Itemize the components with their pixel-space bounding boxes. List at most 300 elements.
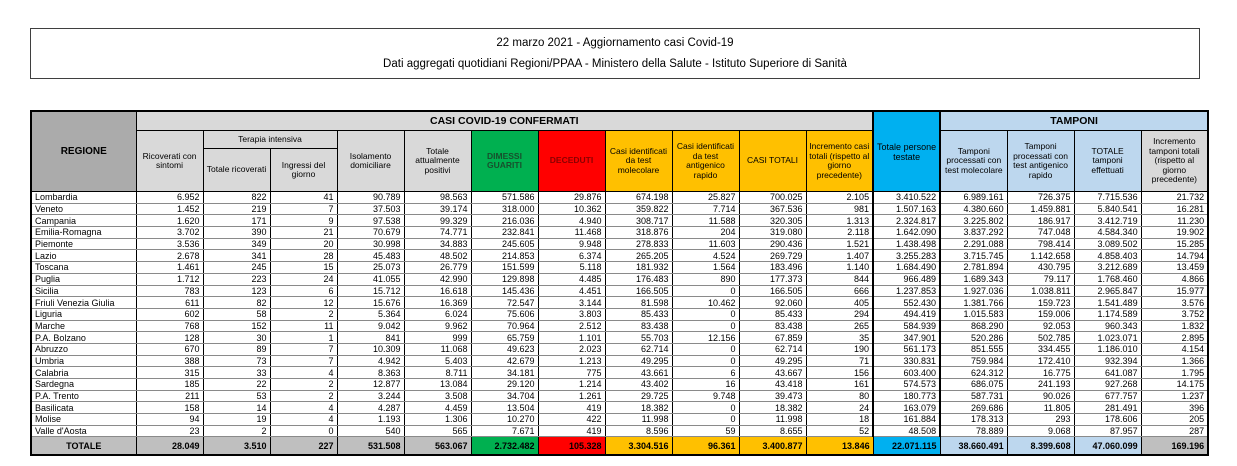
- value-cell: 2: [203, 425, 270, 437]
- value-cell: 4.866: [1141, 273, 1208, 285]
- value-cell: 85.433: [605, 308, 672, 320]
- value-cell: 11.805: [1007, 402, 1074, 414]
- value-cell: 2.105: [806, 192, 873, 204]
- value-cell: 8.655: [739, 425, 806, 437]
- value-cell: 3.212.689: [1074, 262, 1141, 274]
- value-cell: 83.438: [605, 320, 672, 332]
- header-casi-test-antigenico: Casi identificati da test antigenico rapido: [672, 131, 739, 192]
- value-cell: 14: [203, 402, 270, 414]
- value-cell: 30.998: [337, 238, 404, 250]
- value-cell: 396: [1141, 402, 1208, 414]
- value-cell: 419: [538, 425, 605, 437]
- value-cell: 747.048: [1007, 227, 1074, 239]
- value-cell: 180.773: [873, 390, 940, 402]
- header-incremento-casi: Incremento casi totali (rispetto al giorno precedente): [806, 131, 873, 192]
- region-row: [31, 379, 1208, 391]
- region-name-cell: P.A. Trento: [31, 390, 136, 402]
- value-cell: 1.140: [806, 262, 873, 274]
- value-cell: 1.186.010: [1074, 343, 1141, 355]
- value-cell: 161: [806, 379, 873, 391]
- value-cell: 318.000: [471, 203, 538, 215]
- value-cell: 70.679: [337, 227, 404, 239]
- totals-value-cell: 3.304.516: [605, 437, 672, 456]
- value-cell: 3.702: [136, 227, 203, 239]
- value-cell: 960.343: [1074, 320, 1141, 332]
- region-name-cell: Calabria: [31, 367, 136, 379]
- value-cell: 367.536: [739, 203, 806, 215]
- value-cell: 16.281: [1141, 203, 1208, 215]
- value-cell: 5.118: [538, 262, 605, 274]
- value-cell: 294: [806, 308, 873, 320]
- value-cell: 78.889: [940, 425, 1007, 437]
- value-cell: 5.364: [337, 308, 404, 320]
- value-cell: 10.309: [337, 343, 404, 355]
- value-cell: 65.759: [471, 332, 538, 344]
- value-cell: 4.858.403: [1074, 250, 1141, 262]
- value-cell: 41: [270, 192, 337, 204]
- region-name-cell: Toscana: [31, 262, 136, 274]
- value-cell: 6: [270, 285, 337, 297]
- value-cell: 10.270: [471, 414, 538, 426]
- value-cell: 666: [806, 285, 873, 297]
- value-cell: 540: [337, 425, 404, 437]
- value-cell: 1.459.881: [1007, 203, 1074, 215]
- value-cell: 159.723: [1007, 297, 1074, 309]
- totals-value-cell: 8.399.608: [1007, 437, 1074, 456]
- value-cell: 1.927.036: [940, 285, 1007, 297]
- header-tamponi-antigenico: Tamponi processati con test antigenico rapido: [1007, 131, 1074, 192]
- header-totale-tamponi: TOTALE tamponi effettuati: [1074, 131, 1141, 192]
- value-cell: 419: [538, 402, 605, 414]
- region-row: [31, 285, 1208, 297]
- report-date-title: 22 marzo 2021 - Aggiornamento casi Covid-19: [496, 37, 734, 50]
- header-incremento-tamponi: Incremento tamponi totali (rispetto al giorno precedente): [1141, 131, 1208, 192]
- value-cell: 183.496: [739, 262, 806, 274]
- header-tamponi-group: TAMPONI: [940, 111, 1208, 131]
- region-row: [31, 367, 1208, 379]
- value-cell: 0: [672, 320, 739, 332]
- value-cell: 686.075: [940, 379, 1007, 391]
- value-cell: 151.599: [471, 262, 538, 274]
- value-cell: 6.024: [404, 308, 471, 320]
- value-cell: 176.483: [605, 273, 672, 285]
- value-cell: 14.175: [1141, 379, 1208, 391]
- value-cell: 99.329: [404, 215, 471, 227]
- value-cell: 4: [270, 414, 337, 426]
- value-cell: 10.362: [538, 203, 605, 215]
- value-cell: 223: [203, 273, 270, 285]
- header-tamponi-molecolare: Tamponi processati con test molecolare: [940, 131, 1007, 192]
- value-cell: 26.779: [404, 262, 471, 274]
- value-cell: 90.789: [337, 192, 404, 204]
- region-row: [31, 273, 1208, 285]
- value-cell: 334.455: [1007, 343, 1074, 355]
- value-cell: 214.853: [471, 250, 538, 262]
- value-cell: 670: [136, 343, 203, 355]
- totals-value-cell: 38.660.491: [940, 437, 1007, 456]
- value-cell: 700.025: [739, 192, 806, 204]
- value-cell: 190: [806, 343, 873, 355]
- value-cell: 1.237: [1141, 390, 1208, 402]
- header-persone-testate: Totale persone testate: [873, 111, 940, 192]
- value-cell: 2.023: [538, 343, 605, 355]
- value-cell: 4.485: [538, 273, 605, 285]
- value-cell: 674.198: [605, 192, 672, 204]
- value-cell: 9.068: [1007, 425, 1074, 437]
- region-row: [31, 192, 1208, 204]
- value-cell: 5.403: [404, 355, 471, 367]
- value-cell: 71: [806, 355, 873, 367]
- region-row: [31, 414, 1208, 426]
- region-row: [31, 343, 1208, 355]
- value-cell: 6: [672, 367, 739, 379]
- value-cell: 587.731: [940, 390, 1007, 402]
- value-cell: 0: [672, 402, 739, 414]
- value-cell: 211: [136, 390, 203, 402]
- region-name-cell: Veneto: [31, 203, 136, 215]
- value-cell: 152: [203, 320, 270, 332]
- value-cell: 156: [806, 367, 873, 379]
- region-name-cell: Valle d'Aosta: [31, 425, 136, 437]
- value-cell: 11.230: [1141, 215, 1208, 227]
- header-deceduti: DECEDUTI: [538, 131, 605, 192]
- value-cell: 932.394: [1074, 355, 1141, 367]
- totals-value-cell: 96.361: [672, 437, 739, 456]
- region-row: [31, 320, 1208, 332]
- value-cell: 79.117: [1007, 273, 1074, 285]
- value-cell: 8.363: [337, 367, 404, 379]
- region-row: [31, 203, 1208, 215]
- value-cell: 177.373: [739, 273, 806, 285]
- value-cell: 94: [136, 414, 203, 426]
- value-cell: 43.402: [605, 379, 672, 391]
- value-cell: 129.898: [471, 273, 538, 285]
- value-cell: 1.689.343: [940, 273, 1007, 285]
- value-cell: 19.902: [1141, 227, 1208, 239]
- value-cell: 43.667: [739, 367, 806, 379]
- value-cell: 4.287: [337, 402, 404, 414]
- value-cell: 1.237.853: [873, 285, 940, 297]
- value-cell: 62.714: [605, 343, 672, 355]
- value-cell: 15.712: [337, 285, 404, 297]
- value-cell: 1.712: [136, 273, 203, 285]
- value-cell: 3.837.292: [940, 227, 1007, 239]
- totals-value-cell: 563.067: [404, 437, 471, 456]
- value-cell: 798.414: [1007, 238, 1074, 250]
- value-cell: 4.584.340: [1074, 227, 1141, 239]
- value-cell: 49.623: [471, 343, 538, 355]
- totals-value-cell: 2.732.482: [471, 437, 538, 456]
- value-cell: 3.715.745: [940, 250, 1007, 262]
- value-cell: 73: [203, 355, 270, 367]
- value-cell: 726.375: [1007, 192, 1074, 204]
- value-cell: 92.053: [1007, 320, 1074, 332]
- value-cell: 89: [203, 343, 270, 355]
- value-cell: 166.505: [605, 285, 672, 297]
- totals-value-cell: 13.846: [806, 437, 873, 456]
- value-cell: 2.781.894: [940, 262, 1007, 274]
- value-cell: 3.410.522: [873, 192, 940, 204]
- value-cell: 603.400: [873, 367, 940, 379]
- value-cell: 59: [672, 425, 739, 437]
- value-cell: 159.006: [1007, 308, 1074, 320]
- value-cell: 5.840.541: [1074, 203, 1141, 215]
- value-cell: 341: [203, 250, 270, 262]
- value-cell: 1.407: [806, 250, 873, 262]
- value-cell: 999: [404, 332, 471, 344]
- value-cell: 0: [672, 343, 739, 355]
- totals-value-cell: 22.071.115: [873, 437, 940, 456]
- value-cell: 783: [136, 285, 203, 297]
- value-cell: 265.205: [605, 250, 672, 262]
- value-cell: 30: [203, 332, 270, 344]
- value-cell: 22: [203, 379, 270, 391]
- value-cell: 34.704: [471, 390, 538, 402]
- value-cell: 319.080: [739, 227, 806, 239]
- value-cell: 1.795: [1141, 367, 1208, 379]
- value-cell: 868.290: [940, 320, 1007, 332]
- value-cell: 178.606: [1074, 414, 1141, 426]
- value-cell: 768: [136, 320, 203, 332]
- value-cell: 308.717: [605, 215, 672, 227]
- value-cell: 11.998: [605, 414, 672, 426]
- value-cell: 6.989.161: [940, 192, 1007, 204]
- value-cell: 52: [806, 425, 873, 437]
- value-cell: 18.382: [605, 402, 672, 414]
- value-cell: 12.877: [337, 379, 404, 391]
- value-cell: 9.962: [404, 320, 471, 332]
- totals-value-cell: 227: [270, 437, 337, 456]
- value-cell: 2.965.847: [1074, 285, 1141, 297]
- value-cell: 430.795: [1007, 262, 1074, 274]
- value-cell: 18: [806, 414, 873, 426]
- value-cell: 58: [203, 308, 270, 320]
- value-cell: 1.038.811: [1007, 285, 1074, 297]
- value-cell: 11.998: [739, 414, 806, 426]
- value-cell: 48.502: [404, 250, 471, 262]
- value-cell: 245.605: [471, 238, 538, 250]
- value-cell: 3.412.719: [1074, 215, 1141, 227]
- region-row: [31, 425, 1208, 437]
- value-cell: 128: [136, 332, 203, 344]
- value-cell: 1.768.460: [1074, 273, 1141, 285]
- value-cell: 24: [270, 273, 337, 285]
- value-cell: 13.504: [471, 402, 538, 414]
- header-totale-ricoverati: Totale ricoverati: [203, 149, 270, 192]
- value-cell: 4.524: [672, 250, 739, 262]
- value-cell: 502.785: [1007, 332, 1074, 344]
- value-cell: 21: [270, 227, 337, 239]
- value-cell: 14.794: [1141, 250, 1208, 262]
- value-cell: 87.957: [1074, 425, 1141, 437]
- value-cell: 15.285: [1141, 238, 1208, 250]
- value-cell: 1.101: [538, 332, 605, 344]
- value-cell: 1.306: [404, 414, 471, 426]
- value-cell: 0: [270, 425, 337, 437]
- region-name-cell: Piemonte: [31, 238, 136, 250]
- region-name-cell: Friuli Venezia Giulia: [31, 297, 136, 309]
- value-cell: 7.715.536: [1074, 192, 1141, 204]
- value-cell: 15: [270, 262, 337, 274]
- value-cell: 641.087: [1074, 367, 1141, 379]
- value-cell: 15.977: [1141, 285, 1208, 297]
- value-cell: 55.703: [605, 332, 672, 344]
- value-cell: 35: [806, 332, 873, 344]
- value-cell: 85.433: [739, 308, 806, 320]
- value-cell: 561.173: [873, 343, 940, 355]
- value-cell: 16.618: [404, 285, 471, 297]
- value-cell: 8.596: [605, 425, 672, 437]
- value-cell: 3.576: [1141, 297, 1208, 309]
- value-cell: 43.661: [605, 367, 672, 379]
- value-cell: 584.939: [873, 320, 940, 332]
- value-cell: 2.291.088: [940, 238, 1007, 250]
- value-cell: 1.521: [806, 238, 873, 250]
- header-ricoverati-sintomi: Ricoverati con sintomi: [136, 131, 203, 192]
- value-cell: 83.438: [739, 320, 806, 332]
- value-cell: 1.620: [136, 215, 203, 227]
- value-cell: 0: [672, 285, 739, 297]
- value-cell: 39.473: [739, 390, 806, 402]
- value-cell: 315: [136, 367, 203, 379]
- value-cell: 90.026: [1007, 390, 1074, 402]
- value-cell: 219: [203, 203, 270, 215]
- value-cell: 43.418: [739, 379, 806, 391]
- value-cell: 269.686: [940, 402, 1007, 414]
- value-cell: 290.436: [739, 238, 806, 250]
- value-cell: 4.459: [404, 402, 471, 414]
- header-regione: REGIONE: [31, 111, 136, 192]
- value-cell: 16: [672, 379, 739, 391]
- totals-label-cell: TOTALE: [31, 437, 136, 456]
- header-ingressi-giorno: Ingressi del giorno: [270, 149, 337, 192]
- value-cell: 4.380.660: [940, 203, 1007, 215]
- value-cell: 3.752: [1141, 308, 1208, 320]
- value-cell: 9: [270, 215, 337, 227]
- value-cell: 185: [136, 379, 203, 391]
- value-cell: 1.507.163: [873, 203, 940, 215]
- value-cell: 2.678: [136, 250, 203, 262]
- value-cell: 123: [203, 285, 270, 297]
- value-cell: 7: [270, 203, 337, 215]
- value-cell: 42.990: [404, 273, 471, 285]
- value-cell: 19: [203, 414, 270, 426]
- value-cell: 1.684.490: [873, 262, 940, 274]
- value-cell: 1.313: [806, 215, 873, 227]
- value-cell: 388: [136, 355, 203, 367]
- header-casi-confermati-group: CASI COVID-19 CONFERMATI: [136, 111, 873, 131]
- value-cell: 9.042: [337, 320, 404, 332]
- value-cell: 161.884: [873, 414, 940, 426]
- value-cell: 163.079: [873, 402, 940, 414]
- value-cell: 4: [270, 402, 337, 414]
- value-cell: 602: [136, 308, 203, 320]
- value-cell: 33: [203, 367, 270, 379]
- value-cell: 181.932: [605, 262, 672, 274]
- value-cell: 890: [672, 273, 739, 285]
- value-cell: 81.598: [605, 297, 672, 309]
- value-cell: 3.244: [337, 390, 404, 402]
- value-cell: 18.382: [739, 402, 806, 414]
- value-cell: 11.068: [404, 343, 471, 355]
- value-cell: 29.725: [605, 390, 672, 402]
- value-cell: 822: [203, 192, 270, 204]
- value-cell: 204: [672, 227, 739, 239]
- region-name-cell: Puglia: [31, 273, 136, 285]
- value-cell: 3.803: [538, 308, 605, 320]
- value-cell: 145.436: [471, 285, 538, 297]
- value-cell: 7.671: [471, 425, 538, 437]
- value-cell: 3.225.802: [940, 215, 1007, 227]
- region-row: [31, 355, 1208, 367]
- region-name-cell: Liguria: [31, 308, 136, 320]
- value-cell: 48.508: [873, 425, 940, 437]
- value-cell: 422: [538, 414, 605, 426]
- value-cell: 1.214: [538, 379, 605, 391]
- value-cell: 7: [270, 355, 337, 367]
- value-cell: 75.606: [471, 308, 538, 320]
- value-cell: 611: [136, 297, 203, 309]
- value-cell: 278.833: [605, 238, 672, 250]
- value-cell: 186.917: [1007, 215, 1074, 227]
- value-cell: 11.468: [538, 227, 605, 239]
- value-cell: 677.757: [1074, 390, 1141, 402]
- totals-value-cell: 105.328: [538, 437, 605, 456]
- value-cell: 1.452: [136, 203, 203, 215]
- value-cell: 0: [672, 355, 739, 367]
- totals-value-cell: 3.400.877: [739, 437, 806, 456]
- value-cell: 16.369: [404, 297, 471, 309]
- region-name-cell: Abruzzo: [31, 343, 136, 355]
- value-cell: 1.832: [1141, 320, 1208, 332]
- report-header: [30, 28, 1200, 79]
- value-cell: 1.261: [538, 390, 605, 402]
- value-cell: 287: [1141, 425, 1208, 437]
- region-row: [31, 308, 1208, 320]
- value-cell: 11: [270, 320, 337, 332]
- value-cell: 1.193: [337, 414, 404, 426]
- value-cell: 11.603: [672, 238, 739, 250]
- value-cell: 330.831: [873, 355, 940, 367]
- value-cell: 565: [404, 425, 471, 437]
- value-cell: 166.505: [739, 285, 806, 297]
- value-cell: 28: [270, 250, 337, 262]
- value-cell: 29.120: [471, 379, 538, 391]
- header-isolamento-domiciliare: Isolamento domiciliare: [337, 131, 404, 192]
- value-cell: 171: [203, 215, 270, 227]
- value-cell: 20: [270, 238, 337, 250]
- value-cell: 25.073: [337, 262, 404, 274]
- value-cell: 67.859: [739, 332, 806, 344]
- value-cell: 25.827: [672, 192, 739, 204]
- value-cell: 72.547: [471, 297, 538, 309]
- value-cell: 1.541.489: [1074, 297, 1141, 309]
- region-name-cell: Marche: [31, 320, 136, 332]
- value-cell: 1.642.090: [873, 227, 940, 239]
- value-cell: 92.060: [739, 297, 806, 309]
- value-cell: 265: [806, 320, 873, 332]
- value-cell: 1.015.583: [940, 308, 1007, 320]
- value-cell: 1.366: [1141, 355, 1208, 367]
- report-subtitle: Dati aggregati quotidiani Regioni/PPAA - Ministero della Salute - Istituto Superiore di Sanità: [383, 57, 847, 70]
- value-cell: 232.841: [471, 227, 538, 239]
- value-cell: 1.213: [538, 355, 605, 367]
- value-cell: 841: [337, 332, 404, 344]
- header-terapia-intensiva: Terapia intensiva: [203, 131, 337, 149]
- region-name-cell: Molise: [31, 414, 136, 426]
- region-name-cell: Lombardia: [31, 192, 136, 204]
- value-cell: 2: [270, 308, 337, 320]
